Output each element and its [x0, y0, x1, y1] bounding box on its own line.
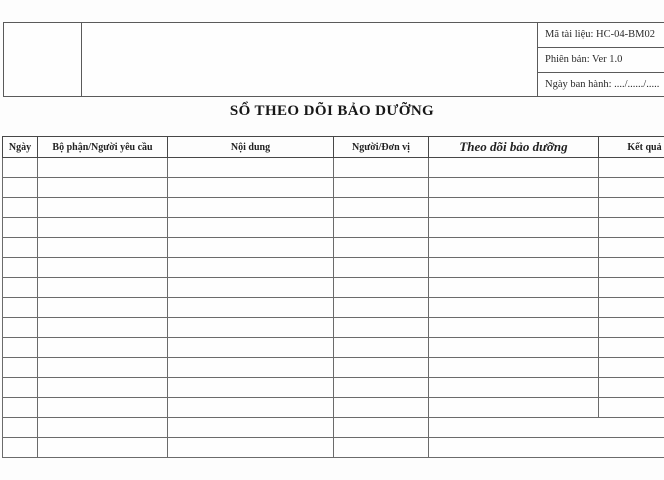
- table-cell: [334, 438, 429, 458]
- table-cell: [168, 438, 334, 458]
- table-row: [3, 158, 664, 178]
- table-row: [3, 398, 664, 418]
- table-cell: [168, 178, 334, 198]
- table-cell: [3, 198, 38, 218]
- table-cell: [429, 238, 599, 258]
- table-cell: [599, 318, 664, 338]
- table-row: [3, 298, 664, 318]
- table-cell: [3, 238, 38, 258]
- table-row: [3, 238, 664, 258]
- column-header-5: Theo dõi bảo dưỡng: [429, 137, 599, 158]
- document-meta-column: [538, 23, 664, 96]
- table-cell: [168, 158, 334, 178]
- table-cell: [599, 358, 664, 378]
- table-cell: [3, 258, 38, 278]
- maintenance-log-table: [2, 136, 664, 458]
- table-cell: [168, 258, 334, 278]
- table-cell: [3, 418, 38, 438]
- table-header-row: [3, 137, 664, 158]
- table-cell: [334, 278, 429, 298]
- table-row: [3, 278, 664, 298]
- table-cell: [429, 398, 599, 418]
- logo-cell: [4, 23, 82, 96]
- table-cell: [38, 178, 168, 198]
- column-header-6: Kết quả: [599, 137, 664, 158]
- table-cell: [599, 238, 664, 258]
- table-body: [3, 158, 664, 458]
- table-cell: [168, 418, 334, 438]
- table-cell: [334, 258, 429, 278]
- table-cell: [38, 398, 168, 418]
- table-cell: [429, 178, 599, 198]
- meta-version: Phiên bản: Ver 1.0: [538, 48, 664, 73]
- table-cell: [38, 158, 168, 178]
- table-row: [3, 358, 664, 378]
- table-cell: [429, 218, 599, 238]
- table-cell: [334, 218, 429, 238]
- table-cell: [3, 358, 38, 378]
- table-cell: [38, 298, 168, 318]
- table-row: [3, 438, 664, 458]
- table-cell: [168, 198, 334, 218]
- table-row: [3, 178, 664, 198]
- table-cell: [334, 418, 429, 438]
- table-row: [3, 218, 664, 238]
- table-cell: [599, 338, 664, 358]
- table-cell: [334, 378, 429, 398]
- table-cell: [429, 158, 599, 178]
- table-cell: [599, 378, 664, 398]
- table-cell: [599, 178, 664, 198]
- table-cell: [168, 298, 334, 318]
- table-cell: [168, 398, 334, 418]
- table-cell: [429, 418, 664, 438]
- table-cell: [38, 258, 168, 278]
- table-cell: [3, 378, 38, 398]
- table-cell: [38, 358, 168, 378]
- table-cell: [334, 178, 429, 198]
- table-cell: [429, 318, 599, 338]
- table-cell: [38, 438, 168, 458]
- table-cell: [38, 198, 168, 218]
- table-cell: [38, 238, 168, 258]
- table-cell: [3, 218, 38, 238]
- table-cell: [38, 278, 168, 298]
- table-cell: [3, 318, 38, 338]
- table-cell: [3, 278, 38, 298]
- meta-document-code: Mã tài liệu: HC-04-BM02: [538, 23, 664, 48]
- table-cell: [38, 218, 168, 238]
- table-row: [3, 198, 664, 218]
- table-cell: [168, 238, 334, 258]
- table-head: [3, 137, 664, 158]
- table-cell: [599, 278, 664, 298]
- table-cell: [334, 238, 429, 258]
- table-cell: [38, 378, 168, 398]
- table-cell: [38, 318, 168, 338]
- column-header-4: Người/Đơn vị: [334, 137, 429, 158]
- table-cell: [429, 198, 599, 218]
- table-cell: [168, 338, 334, 358]
- table-cell: [38, 418, 168, 438]
- table-cell: [334, 398, 429, 418]
- table-cell: [38, 338, 168, 358]
- header-center-cell: [82, 23, 538, 96]
- table-cell: [599, 218, 664, 238]
- table-cell: [334, 338, 429, 358]
- table-cell: [429, 338, 599, 358]
- table-cell: [599, 198, 664, 218]
- table-cell: [168, 318, 334, 338]
- table-cell: [168, 378, 334, 398]
- table-cell: [429, 358, 599, 378]
- table-cell: [599, 398, 664, 418]
- table-cell: [429, 438, 664, 458]
- table-row: [3, 418, 664, 438]
- table-cell: [429, 378, 599, 398]
- table-cell: [599, 158, 664, 178]
- table-cell: [334, 198, 429, 218]
- table-cell: [599, 258, 664, 278]
- table-cell: [3, 298, 38, 318]
- table-cell: [599, 298, 664, 318]
- table-cell: [334, 298, 429, 318]
- table-cell: [334, 358, 429, 378]
- table-cell: [429, 278, 599, 298]
- table-cell: [3, 438, 38, 458]
- column-header-1: Ngày: [3, 137, 38, 158]
- table-row: [3, 258, 664, 278]
- table-row: [3, 318, 664, 338]
- table-row: [3, 378, 664, 398]
- table-cell: [334, 158, 429, 178]
- table-cell: [168, 218, 334, 238]
- column-header-3: Nội dung: [168, 137, 334, 158]
- table-cell: [334, 318, 429, 338]
- table-cell: [3, 398, 38, 418]
- table-cell: [429, 298, 599, 318]
- table-cell: [168, 278, 334, 298]
- table-row: [3, 338, 664, 358]
- meta-issue-date: Ngày ban hành: ..../....../.....: [545, 79, 660, 90]
- column-header-2: Bộ phận/Người yêu cầu: [38, 137, 168, 158]
- table-cell: [429, 258, 599, 278]
- table-cell: [3, 338, 38, 358]
- document-control-header: [3, 22, 664, 97]
- table-cell: [3, 158, 38, 178]
- page-title: SỔ THEO DÕI BẢO DƯỠNG: [229, 103, 435, 119]
- table-cell: [3, 178, 38, 198]
- table-cell: [168, 358, 334, 378]
